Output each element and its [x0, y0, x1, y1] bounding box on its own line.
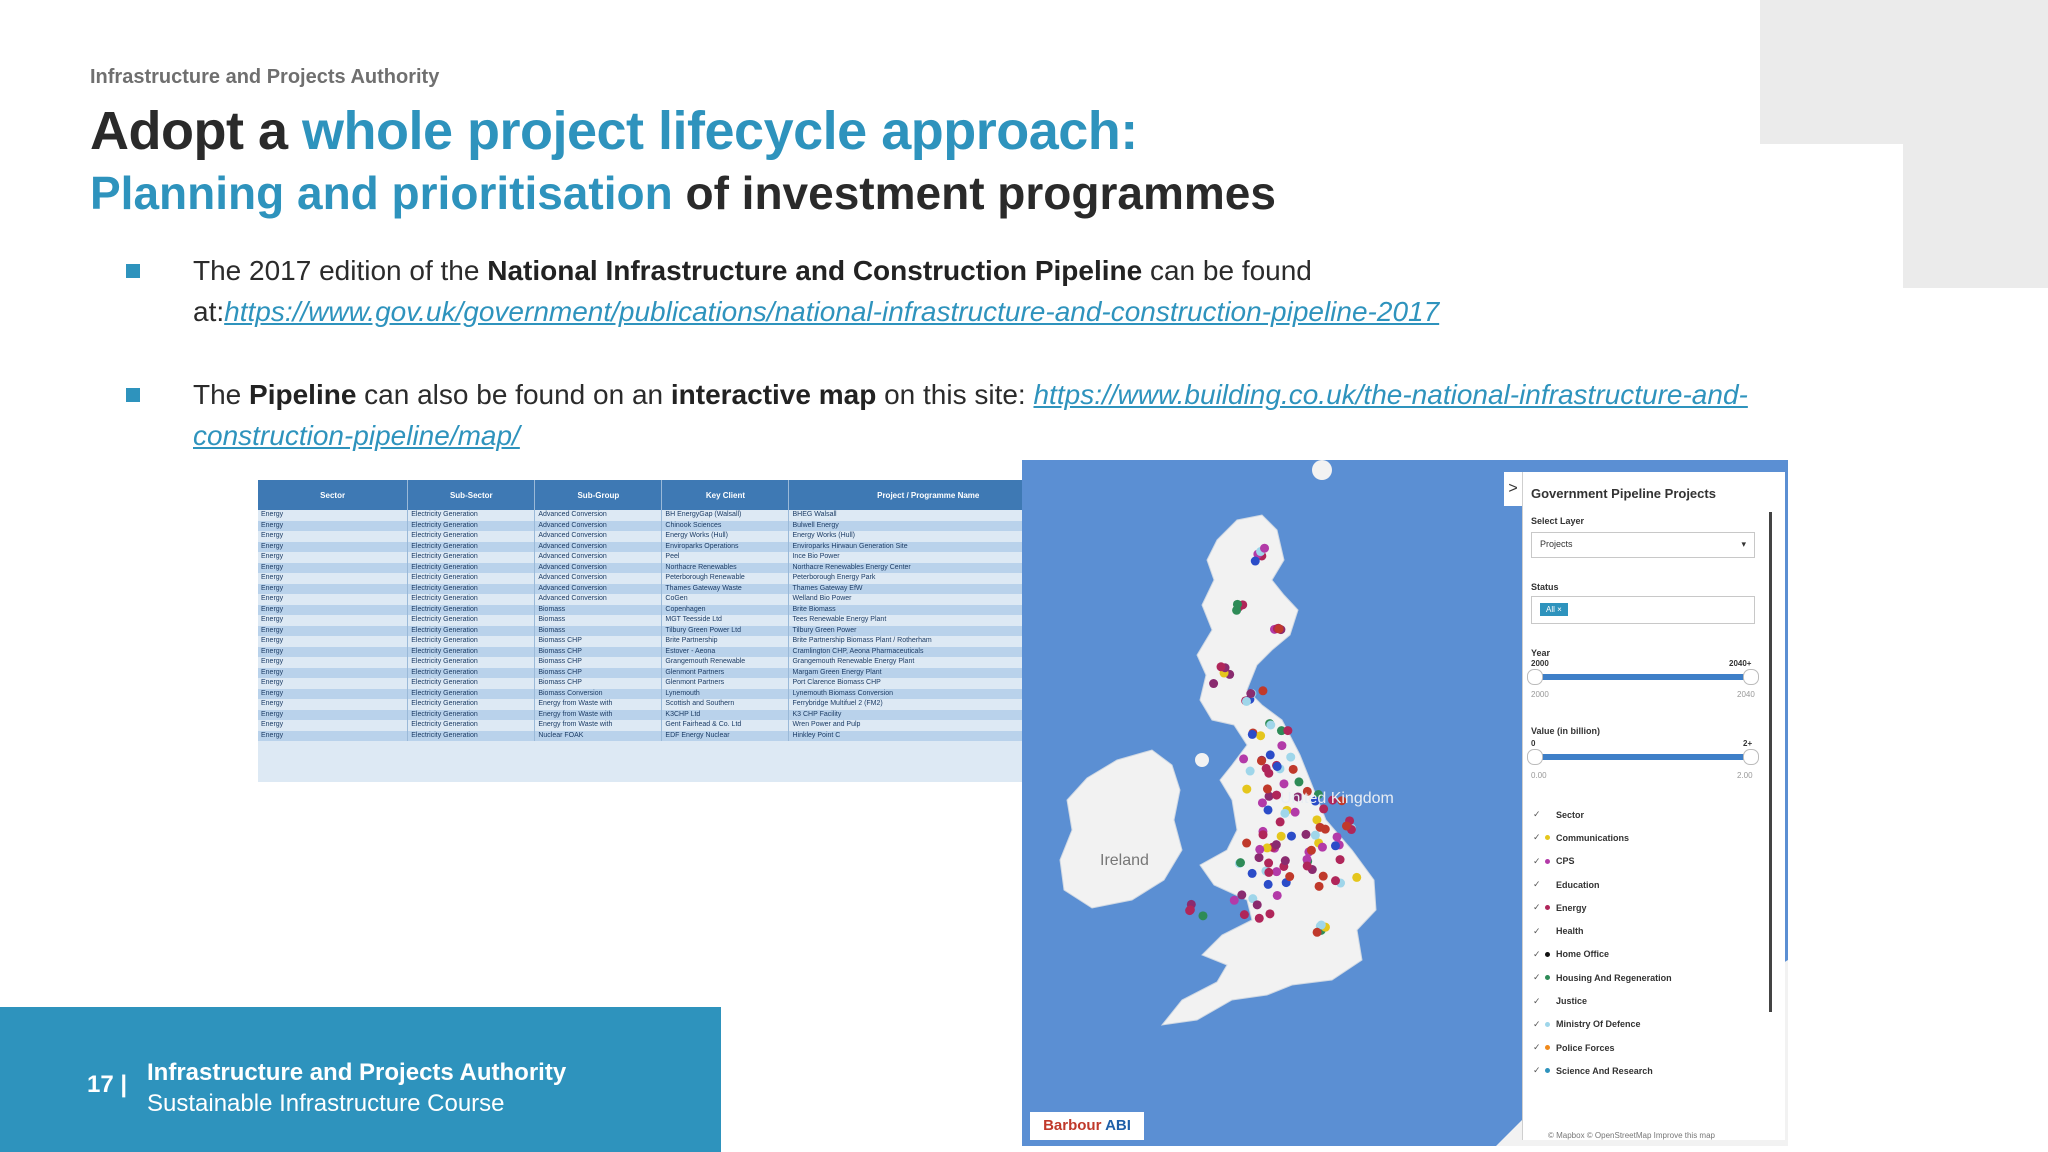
layer-color-dot-icon: [1545, 835, 1550, 840]
table-cell: Advanced Conversion: [535, 584, 662, 595]
layer-color-dot-icon: [1545, 999, 1550, 1004]
project-marker[interactable]: [1266, 750, 1275, 759]
table-cell: Energy from Waste with: [535, 699, 662, 710]
table-cell: Margam Green Energy Plant: [789, 668, 1068, 679]
table-cell: Electricity Generation: [408, 615, 535, 626]
check-icon: ✓: [1533, 832, 1541, 843]
check-icon: ✓: [1533, 809, 1541, 820]
project-marker[interactable]: [1242, 839, 1251, 848]
year-slider-min-handle[interactable]: [1527, 669, 1543, 685]
table-cell: Brite Partnership: [662, 636, 789, 647]
table-row: [258, 584, 1068, 595]
project-marker[interactable]: [1248, 869, 1257, 878]
table-cell: Energy: [258, 563, 408, 574]
project-marker[interactable]: [1256, 731, 1265, 740]
project-marker[interactable]: [1264, 880, 1273, 889]
title-accent: whole project lifecycle approach:: [301, 101, 1138, 161]
map-label-ireland: Ireland: [1100, 852, 1149, 869]
table-cell: Electricity Generation: [408, 689, 535, 700]
table-cell: Thames Gateway EfW: [789, 584, 1068, 595]
layer-color-dot-icon: [1545, 975, 1550, 980]
layer-color-dot-icon: [1545, 882, 1550, 887]
table-row: [258, 699, 1068, 710]
select-layer-label: Select Layer: [1531, 516, 1585, 526]
table-cell: Electricity Generation: [408, 710, 535, 721]
table-cell: Enviroparks Hirwaun Generation Site: [789, 542, 1068, 553]
table-cell: Advanced Conversion: [535, 594, 662, 605]
project-marker[interactable]: [1257, 756, 1266, 765]
layer-color-dot-icon: [1545, 859, 1550, 864]
table-cell: Electricity Generation: [408, 668, 535, 679]
table-cell: Lynemouth: [662, 689, 789, 700]
table-cell: Nuclear FOAK: [535, 731, 662, 742]
table-row: [258, 626, 1068, 637]
corner-decoration: [1760, 0, 2048, 144]
table-cell: Electricity Generation: [408, 657, 535, 668]
table-cell: Energy: [258, 531, 408, 542]
project-marker[interactable]: [1272, 867, 1281, 876]
project-marker[interactable]: [1285, 872, 1294, 881]
project-marker[interactable]: [1239, 754, 1248, 763]
project-marker[interactable]: [1303, 861, 1312, 870]
pipeline-spreadsheet: [258, 480, 1068, 782]
table-cell: Enviroparks Operations: [662, 542, 789, 553]
project-marker[interactable]: [1264, 805, 1273, 814]
project-marker[interactable]: [1313, 928, 1322, 937]
table-cell: Electricity Generation: [408, 636, 535, 647]
table-cell: Lynemouth Biomass Conversion: [789, 689, 1068, 700]
panel-scrollbar[interactable]: [1769, 512, 1772, 1012]
table-cell: BHEG Walsall: [789, 510, 1068, 521]
table-cell: Ince Bio Power: [789, 552, 1068, 563]
project-marker[interactable]: [1236, 858, 1245, 867]
table-cell: Energy: [258, 699, 408, 710]
page-number: 17 |: [87, 1071, 128, 1098]
table-cell: Energy Works (Hull): [789, 531, 1068, 542]
year-slider-max-handle[interactable]: [1743, 669, 1759, 685]
table-cell: Energy: [258, 636, 408, 647]
project-marker[interactable]: [1242, 697, 1251, 706]
sheet-column-header: Project / Programme Name: [789, 480, 1068, 510]
table-cell: Electricity Generation: [408, 521, 535, 532]
table-cell: CoGen: [662, 594, 789, 605]
table-cell: Biomass CHP: [535, 647, 662, 658]
table-cell: Tilbury Green Power Ltd: [662, 626, 789, 637]
table-cell: Electricity Generation: [408, 594, 535, 605]
table-row: [258, 689, 1068, 700]
layer-select[interactable]: Projects ▾: [1531, 532, 1755, 558]
sheet-column-header: Sector: [258, 480, 408, 510]
project-marker[interactable]: [1273, 891, 1282, 900]
check-icon: ✓: [1533, 1018, 1541, 1029]
table-row: [258, 521, 1068, 532]
layer-item[interactable]: ✓ Sector: [1533, 809, 1585, 820]
project-marker[interactable]: [1246, 767, 1255, 776]
layer-color-dot-icon: [1545, 905, 1550, 910]
project-marker[interactable]: [1230, 896, 1239, 905]
project-marker[interactable]: [1294, 777, 1303, 786]
project-marker[interactable]: [1263, 784, 1272, 793]
table-cell: Energy: [258, 552, 408, 563]
value-slider[interactable]: [1531, 754, 1753, 760]
project-marker[interactable]: [1272, 840, 1281, 849]
table-cell: Energy: [258, 657, 408, 668]
status-label: Status: [1531, 582, 1559, 592]
table-cell: Glenmont Partners: [662, 678, 789, 689]
layer-item[interactable]: ✓ Science And Research: [1533, 1065, 1653, 1076]
check-icon: ✓: [1533, 879, 1541, 890]
project-marker[interactable]: [1260, 544, 1269, 553]
table-cell: Brite Biomass: [789, 605, 1068, 616]
project-marker[interactable]: [1311, 831, 1320, 840]
panel-title: Government Pipeline Projects: [1531, 486, 1716, 501]
project-marker[interactable]: [1352, 873, 1361, 882]
table-cell: Northacre Renewables Energy Center: [789, 563, 1068, 574]
project-marker[interactable]: [1262, 764, 1271, 773]
map-attribution: © Mapbox © OpenStreetMap Improve this map: [1548, 1131, 1715, 1140]
project-marker[interactable]: [1289, 765, 1298, 774]
table-cell: Electricity Generation: [408, 605, 535, 616]
project-marker[interactable]: [1198, 911, 1207, 920]
project-marker[interactable]: [1279, 779, 1288, 788]
project-marker[interactable]: [1331, 841, 1340, 850]
table-cell: Energy: [258, 668, 408, 679]
check-icon: ✓: [1533, 972, 1541, 983]
layer-color-dot-icon: [1545, 929, 1550, 934]
layer-color-dot-icon: [1545, 1068, 1550, 1073]
project-marker[interactable]: [1276, 817, 1285, 826]
table-row: [258, 710, 1068, 721]
project-marker[interactable]: [1255, 845, 1264, 854]
table-cell: Cramlington CHP, Aeona Pharmaceuticals: [789, 647, 1068, 658]
project-marker[interactable]: [1283, 726, 1292, 735]
table-cell: MGT Teesside Ltd: [662, 615, 789, 626]
project-marker[interactable]: [1255, 914, 1264, 923]
table-cell: Energy: [258, 689, 408, 700]
table-cell: Chinook Sciences: [662, 521, 789, 532]
table-cell: Hinkley Point C: [789, 731, 1068, 742]
footer-bar: [0, 1007, 721, 1152]
table-row: [258, 731, 1068, 742]
project-marker[interactable]: [1253, 900, 1262, 909]
table-row: [258, 636, 1068, 647]
table-cell: Grangemouth Renewable Energy Plant: [789, 657, 1068, 668]
project-marker[interactable]: [1255, 853, 1264, 862]
table-cell: K3CHP Ltd: [662, 710, 789, 721]
project-marker[interactable]: [1286, 753, 1295, 762]
table-row: [258, 542, 1068, 553]
table-cell: Northacre Renewables: [662, 563, 789, 574]
project-marker[interactable]: [1307, 846, 1316, 855]
table-row: [258, 552, 1068, 563]
table-cell: Biomass CHP: [535, 657, 662, 668]
table-cell: Energy from Waste with: [535, 710, 662, 721]
table-cell: Energy: [258, 510, 408, 521]
project-marker[interactable]: [1248, 730, 1257, 739]
table-cell: Biomass CHP: [535, 668, 662, 679]
project-marker[interactable]: [1277, 741, 1286, 750]
check-icon: ✓: [1533, 855, 1541, 866]
table-row: [258, 605, 1068, 616]
table-cell: Advanced Conversion: [535, 563, 662, 574]
header-org: Infrastructure and Projects Authority: [90, 66, 440, 88]
table-cell: Electricity Generation: [408, 678, 535, 689]
year-label: Year: [1531, 648, 1551, 658]
table-cell: Energy: [258, 573, 408, 584]
table-cell: Energy: [258, 584, 408, 595]
table-cell: Electricity Generation: [408, 584, 535, 595]
project-marker[interactable]: [1242, 785, 1251, 794]
table-cell: Biomass: [535, 615, 662, 626]
sheet-column-header: Sub-Group: [535, 480, 662, 510]
table-row: [258, 657, 1068, 668]
project-marker[interactable]: [1251, 557, 1260, 566]
table-cell: Tees Renewable Energy Plant: [789, 615, 1068, 626]
bullet-square-icon: [126, 388, 140, 402]
table-cell: BH EnergyGap (Walsall): [662, 510, 789, 521]
table-row: [258, 594, 1068, 605]
layer-item[interactable]: ✓ Housing And Regeneration: [1533, 972, 1672, 983]
table-cell: Energy: [258, 731, 408, 742]
layer-item[interactable]: ✓ Police Forces: [1533, 1042, 1615, 1053]
layer-item[interactable]: ✓ Communications: [1533, 832, 1630, 843]
table-cell: Advanced Conversion: [535, 521, 662, 532]
table-cell: Electricity Generation: [408, 573, 535, 584]
layer-item[interactable]: ✓ Justice: [1533, 995, 1588, 1007]
title-dark: Adopt a: [90, 101, 302, 161]
table-cell: Estover - Aeona: [662, 647, 789, 658]
bullet-bold-term: National Infrastructure and Construction Pipeline: [487, 255, 1143, 286]
project-marker[interactable]: [1240, 910, 1249, 919]
slide-title: [90, 100, 1138, 162]
table-cell: Ferrybridge Multifuel 2 (FM2): [789, 699, 1068, 710]
layer-item[interactable]: ✓ CPS: [1533, 855, 1575, 867]
table-cell: Biomass CHP: [535, 636, 662, 647]
project-marker[interactable]: [1209, 679, 1218, 688]
layer-color-dot-icon: [1545, 1045, 1550, 1050]
layer-item[interactable]: ✓ Education: [1533, 879, 1600, 890]
project-marker[interactable]: [1336, 855, 1345, 864]
table-cell: Electricity Generation: [408, 552, 535, 563]
table-cell: Energy: [258, 594, 408, 605]
table-cell: Electricity Generation: [408, 647, 535, 658]
table-cell: Electricity Generation: [408, 531, 535, 542]
layer-item[interactable]: ✓ Ministry Of Defence: [1533, 1018, 1641, 1030]
project-marker[interactable]: [1331, 876, 1340, 885]
table-row: [258, 510, 1068, 521]
barbour-abi-logo: Barbour ABI: [1030, 1112, 1144, 1140]
table-cell: Energy: [258, 542, 408, 553]
check-icon: ✓: [1533, 1065, 1541, 1076]
layer-checkbox-list: [1533, 803, 1672, 1083]
table-cell: Electricity Generation: [408, 731, 535, 742]
project-marker[interactable]: [1264, 859, 1273, 868]
check-icon: ✓: [1533, 902, 1541, 913]
subtitle-accent: Planning and prioritisation: [90, 167, 673, 219]
year-slider[interactable]: [1531, 674, 1753, 680]
table-row: [258, 647, 1068, 658]
table-cell: Energy: [258, 605, 408, 616]
table-cell: Energy: [258, 678, 408, 689]
table-cell: Peterborough Energy Park: [789, 573, 1068, 584]
project-marker[interactable]: [1233, 600, 1242, 609]
project-marker[interactable]: [1259, 830, 1268, 839]
project-marker[interactable]: [1186, 905, 1195, 914]
table-cell: Energy: [258, 521, 408, 532]
project-marker[interactable]: [1342, 821, 1351, 830]
table-row: [258, 563, 1068, 574]
map-label-uk: United Kingdom: [1280, 790, 1394, 807]
check-icon: ✓: [1533, 995, 1541, 1006]
table-cell: Peterborough Renewable: [662, 573, 789, 584]
project-marker[interactable]: [1246, 689, 1255, 698]
table-cell: Biomass: [535, 605, 662, 616]
bullet-square-icon: [126, 264, 140, 278]
project-marker[interactable]: [1273, 762, 1282, 771]
table-cell: Gent Fairhead & Co. Ltd: [662, 720, 789, 731]
status-chip-all[interactable]: All ×: [1540, 603, 1568, 616]
table-cell: Peel: [662, 552, 789, 563]
table-cell: Electricity Generation: [408, 563, 535, 574]
table-row: [258, 720, 1068, 731]
sheet-column-header: Key Client: [662, 480, 789, 510]
value-slider-min-handle[interactable]: [1527, 749, 1543, 765]
table-cell: Energy: [258, 647, 408, 658]
table-row: [258, 678, 1068, 689]
project-marker[interactable]: [1287, 832, 1296, 841]
interactive-map-link[interactable]: https://www.building.co.uk/the-national-infrastructure-and-construction-pipeline/map/: [193, 379, 1748, 451]
table-row: [258, 573, 1068, 584]
map-filter-panel: Government Pipeline Projects Select Layer Projects ▾ Status All × Year 2000 2040+ 2000 2040 Value (in billion) 0 2+ 0.00 2.00 ✓ Sector ✓ Communications ✓ CPS ✓ Education ✓ Energy ✓ Health ✓ Home Office ✓ Housing And Regeneration ✓ Justice ✓ Ministry Of Defence ✓ Police Forces ✓ Science And Research: [1522, 472, 1785, 1140]
project-marker[interactable]: [1266, 721, 1275, 730]
project-marker[interactable]: [1237, 890, 1246, 899]
table-cell: Advanced Conversion: [535, 573, 662, 584]
table-row: [258, 668, 1068, 679]
project-marker[interactable]: [1277, 832, 1286, 841]
table-cell: Electricity Generation: [408, 542, 535, 553]
table-cell: Electricity Generation: [408, 720, 535, 731]
table-cell: Welland Bio Power: [789, 594, 1068, 605]
table-cell: Electricity Generation: [408, 510, 535, 521]
project-marker[interactable]: [1281, 856, 1290, 865]
check-icon: ✓: [1533, 1042, 1541, 1053]
project-marker[interactable]: [1333, 832, 1342, 841]
table-cell: Electricity Generation: [408, 626, 535, 637]
table-cell: Wren Power and Pulp: [789, 720, 1068, 731]
table-cell: Energy: [258, 615, 408, 626]
project-marker[interactable]: [1301, 830, 1310, 839]
project-marker[interactable]: [1280, 809, 1289, 818]
project-marker[interactable]: [1217, 662, 1226, 671]
table-cell: Bulwell Energy: [789, 521, 1068, 532]
table-cell: Port Clarence Biomass CHP: [789, 678, 1068, 689]
table-cell: Advanced Conversion: [535, 552, 662, 563]
table-cell: Energy Works (Hull): [662, 531, 789, 542]
project-marker[interactable]: [1291, 808, 1300, 817]
layer-color-dot-icon: [1545, 952, 1550, 957]
project-marker[interactable]: [1318, 843, 1327, 852]
value-slider-max-handle[interactable]: [1743, 749, 1759, 765]
table-cell: Biomass: [535, 626, 662, 637]
table-cell: Advanced Conversion: [535, 542, 662, 553]
bullet-interactive-map: The Pipeline can also be found on an interactive map on this site: https://www.building.co.uk/the-national-infrastructure-and-construction-pipeline/map/: [126, 374, 1906, 456]
chevron-down-icon: ▾: [1741, 539, 1746, 549]
table-cell: Energy: [258, 710, 408, 721]
table-row: [258, 615, 1068, 626]
project-marker[interactable]: [1315, 882, 1324, 891]
check-icon: ✓: [1533, 925, 1541, 936]
table-cell: Biomass CHP: [535, 678, 662, 689]
project-marker[interactable]: [1265, 909, 1274, 918]
table-row: [258, 531, 1068, 542]
corner-decoration-step: [1903, 144, 2048, 288]
slide-subtitle: [90, 166, 1276, 220]
footer-org: Infrastructure and Projects Authority: [147, 1059, 567, 1086]
project-marker[interactable]: [1319, 872, 1328, 881]
project-marker[interactable]: [1258, 686, 1267, 695]
table-cell: Scottish and Southern: [662, 699, 789, 710]
table-cell: Advanced Conversion: [535, 510, 662, 521]
table-cell: Thames Gateway Waste: [662, 584, 789, 595]
table-cell: Energy: [258, 720, 408, 731]
subtitle-dark: of investment programmes: [672, 167, 1276, 219]
layer-item[interactable]: ✓ Health: [1533, 925, 1584, 937]
sheet-column-header: Sub-Sector: [408, 480, 535, 510]
table-cell: Glenmont Partners: [662, 668, 789, 679]
table-cell: K3 CHP Facility: [789, 710, 1068, 721]
table-cell: Advanced Conversion: [535, 531, 662, 542]
status-multiselect[interactable]: [1531, 596, 1755, 624]
pipeline-2017-link[interactable]: https://www.gov.uk/government/publications/national-infrastructure-and-construction-pipeline-2017: [224, 296, 1440, 327]
table-cell: Energy: [258, 626, 408, 637]
footer-course: Sustainable Infrastructure Course: [147, 1090, 505, 1117]
table-cell: Copenhagen: [662, 605, 789, 616]
table-cell: Biomass Conversion: [535, 689, 662, 700]
table-cell: Electricity Generation: [408, 699, 535, 710]
table-cell: EDF Energy Nuclear: [662, 731, 789, 742]
layer-color-dot-icon: [1545, 1022, 1550, 1027]
project-marker[interactable]: [1258, 798, 1267, 807]
table-cell: Energy from Waste with: [535, 720, 662, 731]
layer-item[interactable]: ✓ Home Office: [1533, 948, 1610, 960]
value-label: Value (in billion): [1531, 726, 1601, 736]
table-cell: Brite Partnership Biomass Plant / Rotherham: [789, 636, 1068, 647]
layer-color-dot-icon: [1545, 812, 1550, 817]
check-icon: ✓: [1533, 948, 1541, 959]
project-marker[interactable]: [1316, 823, 1325, 832]
table-cell: Grangemouth Renewable: [662, 657, 789, 668]
project-marker[interactable]: [1264, 868, 1273, 877]
project-marker[interactable]: [1275, 624, 1284, 633]
panel-collapse-button[interactable]: >: [1504, 472, 1522, 506]
table-cell: Tilbury Green Power: [789, 626, 1068, 637]
bullet-pipeline-2017: The 2017 edition of the National Infrastructure and Construction Pipeline can be found at:https://www.gov.uk/government/publications/national-infrastructure-and-construction-pipeline-2017: [126, 250, 1906, 332]
layer-item[interactable]: ✓ Energy: [1533, 902, 1587, 913]
